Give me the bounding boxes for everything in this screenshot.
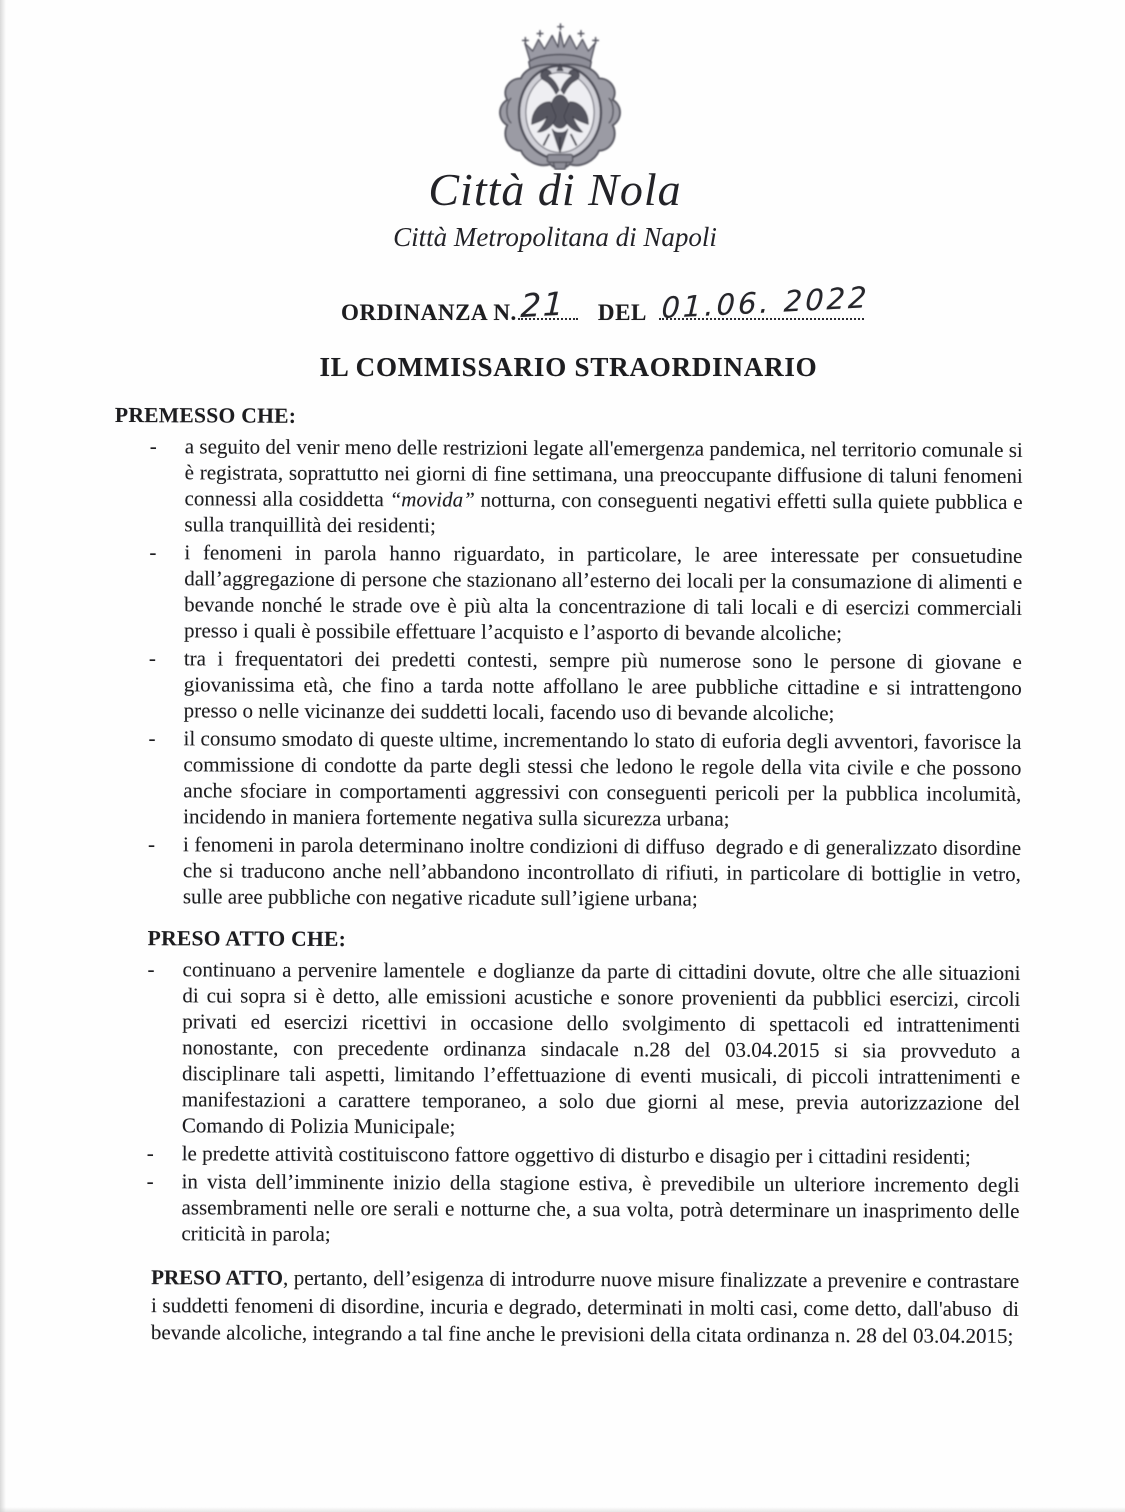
bullet-text-italic: “movida”	[389, 487, 475, 512]
bullet-text	[183, 831, 1021, 913]
bullet-dash-marker: -	[149, 434, 157, 459]
bullet-item	[148, 831, 1021, 913]
bullet-text-segment: in vista dell’imminente inizio della stagione estiva, è prevedibile un ulteriore incremento degli assembramenti nelle ore serali e notturne che, a sua volta, potrà determinare un inasprimento delle criticità in parola;	[181, 1169, 1020, 1246]
ordinance-del-label: DEL	[597, 300, 647, 325]
bullet-text	[182, 1140, 1020, 1170]
bullet-text-segment: notturna, con conseguenti negativi effetti sulla quiete pubblica e sulla tranquillità dei residenti;	[184, 487, 1023, 538]
bullet-dash-marker: -	[148, 832, 156, 857]
bullet-dash-marker: -	[149, 540, 157, 565]
bullet-dash-marker: -	[146, 1169, 154, 1194]
bullet-text-segment: continuano a pervenire lamentele e doglianze da parte di cittadini dovute, oltre che alle situazioni di cui sopra si è detto, alle emissioni acustiche e sonore provenienti da pubblici esercizi, circoli privati ed esercizi ricettivi in occasione dello svolgimento di spettacoli ed intrattenimenti nonostante, con precedente ordinanza sindacale n.28 del 03.04.2015 si sia provveduto a disciplinare tali aspetti, limitando l’effettuazione di eventi musicali, di piccoli intrattenimenti e manifestazioni a carattere temporaneo, a solo due giorni al mese, previa autorizzazione del Comando di Polizia Municipale;	[181, 957, 1021, 1139]
issuing-authority-heading: IL COMMISSARIO STRAORDINARIO	[319, 352, 818, 382]
bullet-text-segment: a seguito del venir meno delle restrizioni legate all'emergenza pandemica, nel territorio comunale si è registrata, soprattutto nei giorni di fine settimana, una preoccupante diffusione di taluni fenomeni connessi alla cosiddetta	[184, 434, 1023, 512]
section-heading: PRESO ATTO CHE:	[147, 926, 347, 952]
bullet-text-segment: i fenomeni in parola determinano inoltre condizioni di diffuso degrado e di generalizzato disordine che si traducono anche nell’abbandono incontrollato di rifiuti, in particolare di bottiglie in vetro, sulle aree pubbliche con negative ricadute sull’igiene urbana;	[182, 832, 1022, 911]
bullet-text	[182, 956, 1021, 1142]
closing-text: , pertanto, dell’esigenza di introdurre nuove misure finalizzate a prevenire e contrastare i suddetti fenomeni di disordine, incuria e degrado, determinati in molti casi, come detto, dall'abuso di bevande alcoliche, integrando a tal fine anche le previsioni della citata ordinanza n. 28 del 03.04.2015;	[150, 1265, 1020, 1348]
bullet-item	[146, 1168, 1019, 1250]
bullet-dash-marker: -	[146, 1141, 154, 1166]
bullet-text-segment: il consumo smodato di queste ultime, incrementando lo stato di euforia degli avventori, favorisce la commissione di condotte da parte degli stessi che ledono le regole della vita civile e che possono anche sfociare in comportamenti aggressivi con conseguenti pericoli per la pubblica incolumità, incidendo in maniera fortemente negativa sulla sicurezza urbana;	[183, 726, 1022, 831]
bullet-item	[149, 645, 1022, 727]
bullet-text	[181, 1168, 1019, 1250]
bullet-text	[184, 539, 1022, 647]
page-title-city: Città di Nola	[428, 164, 682, 215]
bullet-item	[147, 1140, 1020, 1170]
recital-section	[113, 402, 1023, 913]
bullet-text	[184, 433, 1022, 541]
ordinance-number-handwritten: 21	[519, 284, 566, 325]
section-heading: PREMESSO CHE:	[114, 403, 297, 428]
bullet-dash-marker: -	[148, 726, 156, 751]
coat-of-arms-icon	[482, 20, 638, 170]
bullet-text	[183, 725, 1021, 833]
bullet-dash-marker: -	[148, 646, 156, 671]
closing-lead-bold: PRESO ATTO	[151, 1265, 284, 1290]
bullet-text-segment: i fenomeni in parola hanno riguardato, in particolare, le aree interessate per consuetudine dall’aggregazione di persone che stazionano all’esterno dei locali per la consumazione di alimenti e bevande nonché le strade ove è più alta la concentrazione di tali locali e di esercizi commerciali presso i quali è possibile effettuare l’acquisto e l’asporto di bevande alcoliche;	[183, 540, 1023, 646]
bullet-item	[149, 433, 1022, 541]
bullet-text-segment: tra i frequentatori dei predetti contesti, sempre più numerose sono le persone di giovane e giovanissima età, che fino a tarda notte affollano le aree pubbliche cittadine e si intrattengono presso o nelle vicinanze dei suddetti locali, facendo uso di bevande alcoliche;	[183, 646, 1022, 726]
ordinance-date-dotted-line	[659, 279, 871, 325]
ordinance-number-line	[40, 279, 1125, 326]
bullet-item	[147, 956, 1021, 1142]
ordinance-number-dotted-line	[518, 284, 578, 325]
bullet-item	[148, 725, 1021, 833]
ordinance-prefix-label: ORDINANZA N.	[341, 300, 517, 325]
document-sections	[111, 402, 1023, 1250]
recital-section	[111, 925, 1020, 1250]
bullet-text	[184, 645, 1022, 727]
page-subtitle-metropolitan: Città Metropolitana di Napoli	[393, 222, 717, 252]
ordinance-date-handwritten: 01.06. 2022	[660, 279, 871, 325]
closing-paragraph	[151, 1264, 1019, 1350]
document-body	[111, 402, 1023, 1350]
city-crest	[482, 20, 638, 170]
bullet-text-segment: le predette attività costituiscono fattore oggettivo di disturbo e disagio per i cittadini residenti;	[181, 1141, 971, 1169]
bullet-item	[149, 539, 1022, 647]
bullet-dash-marker: -	[147, 957, 155, 982]
